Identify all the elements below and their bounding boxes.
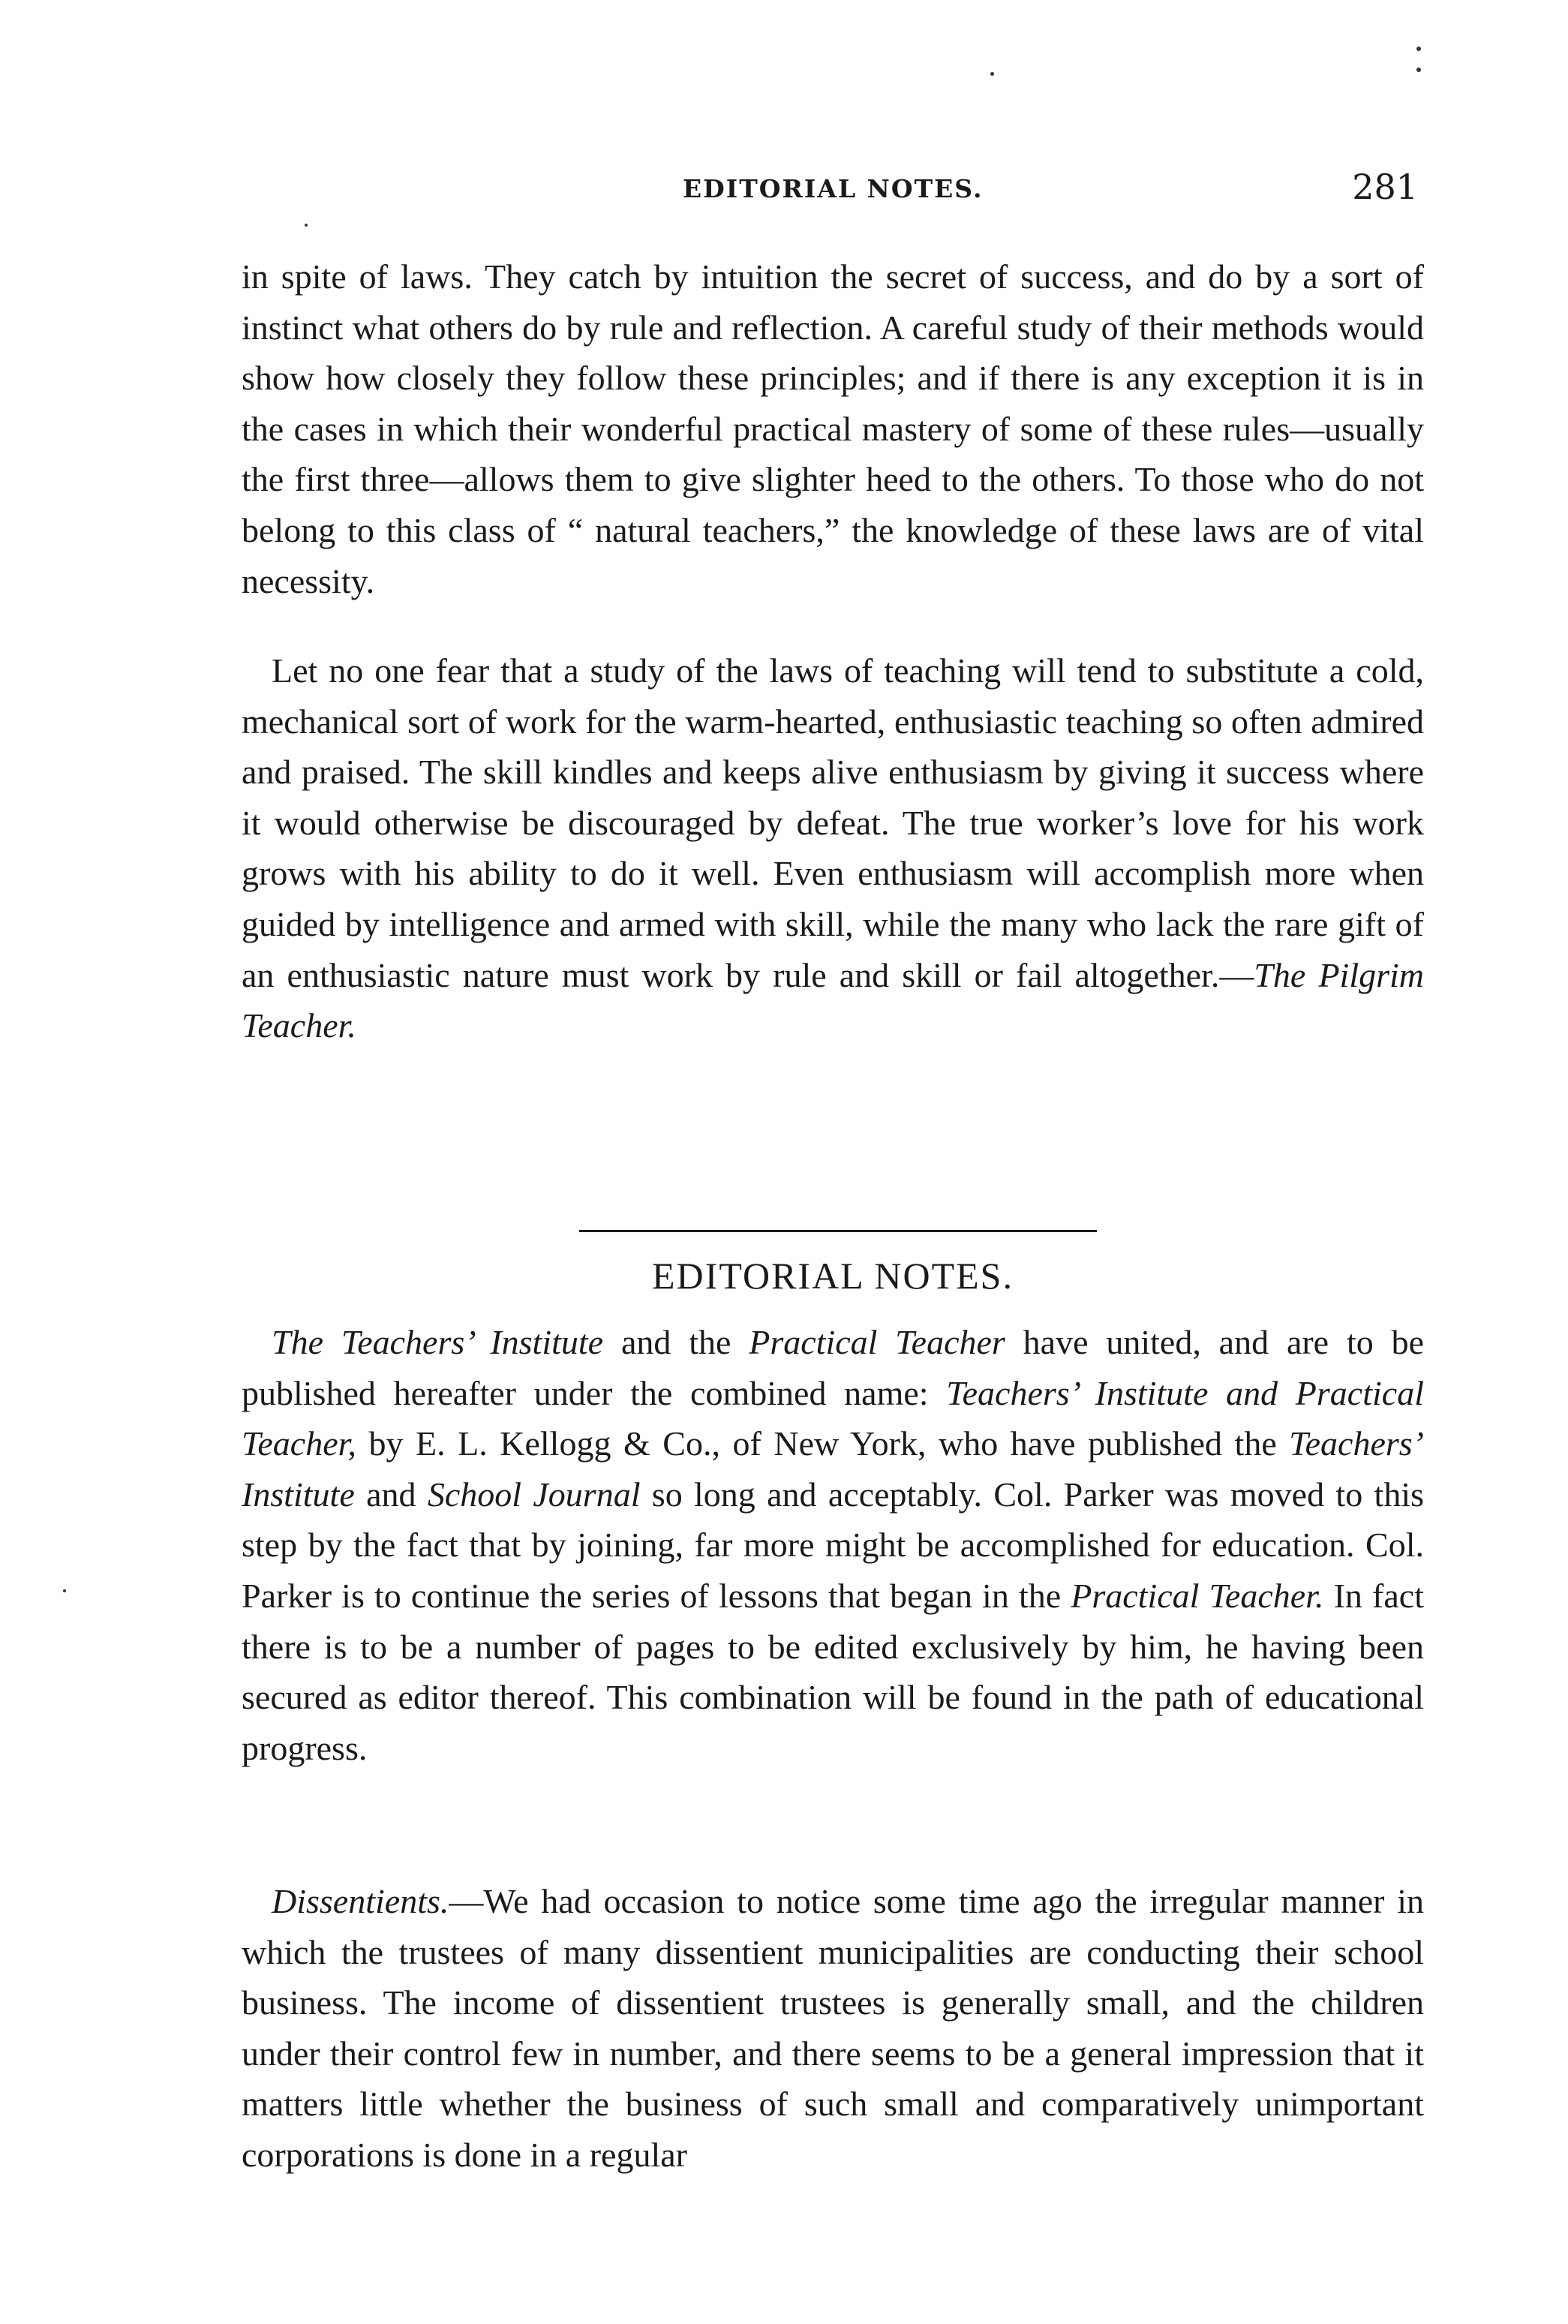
section-divider (579, 1230, 1097, 1232)
note-text: and (354, 1475, 428, 1514)
note-text: and the (603, 1323, 749, 1361)
print-speck (63, 1589, 66, 1592)
publication-title: Teachers’ Institute (242, 1424, 1424, 1514)
running-title: EDITORIAL NOTES. (683, 174, 984, 203)
paragraph-text: in spite of laws. They catch by intuition the secret of success, and do by a sort of instinct what others do by rule and reflection. A careful study of their methods would show how closely they follow these principles; and if there is any exception it is in the cases in which their wonderful practical mastery of some of these rules—usually the first three—allows them to give slighter heed to the others. To those who do not belong to this class of “ natural teachers,” the knowledge of these laws are of vital necessity. (242, 257, 1424, 600)
print-speck (990, 72, 994, 76)
print-speck (1416, 47, 1421, 51)
note-text: have united, and are to be published hereafter under the combined name: (242, 1323, 1424, 1412)
paragraph-text: Let no one fear that a study of the laws of teaching will tend to substitute a cold, mechanical sort of work for the warm-hearted, enthusiastic teaching so often admired and praised. The skill kindles and keeps alive enthusiasm by giving it success where it would otherwise be discouraged by defeat. The true worker’s love for his work grows with his ability to do it well. Even enthusiasm will accomplish more when guided by intelligence and armed with skill, while the many who lack the rare gift of an enthusiastic nature must work by rule and skill or fail altogether. (242, 651, 1424, 994)
publication-title: School Journal (427, 1475, 641, 1514)
note-text: so long and acceptably. Col. Parker was moved to this step by the fact that by joining, far more might be accomplished for education. Col. Parker is to continue the series of lessons that began in the (242, 1475, 1424, 1615)
editorial-note-merger (242, 1317, 1424, 1773)
page-number: 281 (1352, 167, 1418, 207)
section-heading: EDITORIAL NOTES. (652, 1255, 1014, 1297)
print-speck (305, 224, 308, 227)
continued-paragraph (242, 251, 1424, 606)
publication-title: Teachers’ Institute and Practical Teacher, (242, 1373, 1424, 1463)
paragraph-laws-of-teaching (242, 645, 1424, 1051)
editorial-note-dissentients (242, 1876, 1424, 2181)
note-text: —We had occasion to notice some time ago the irregular manner in which the trustees of many dissentient municipalities are conducting their school business. The income of dissentient trustees is generally small, and the children under their control few in number, and there seems to be a general impression that it matters little whether the business of such small and comparatively unimportant corporations is done in a regular (242, 1882, 1424, 2174)
publication-title: The Teachers’ Institute (272, 1323, 604, 1361)
publication-title: Practical Teacher. (1071, 1576, 1324, 1615)
note-body (242, 1876, 1424, 2181)
note-lead: Dissentients. (272, 1882, 449, 1920)
print-speck (1416, 68, 1421, 72)
note-text: In fact there is to be a number of pages to be edited exclusively by him, he having been secured as editor thereof. This combination will be found in the path of educational progress. (242, 1576, 1424, 1767)
source-citation: The Pilgrim Teacher. (242, 955, 1425, 1045)
em-dash: — (1219, 955, 1254, 994)
note-body (242, 1317, 1424, 1773)
paragraph-body (242, 645, 1424, 1051)
publication-title: Practical Teacher (749, 1323, 1005, 1361)
running-header (240, 167, 1418, 212)
note-text: by E. L. Kellogg & Co., of New York, who have published the (356, 1424, 1290, 1463)
